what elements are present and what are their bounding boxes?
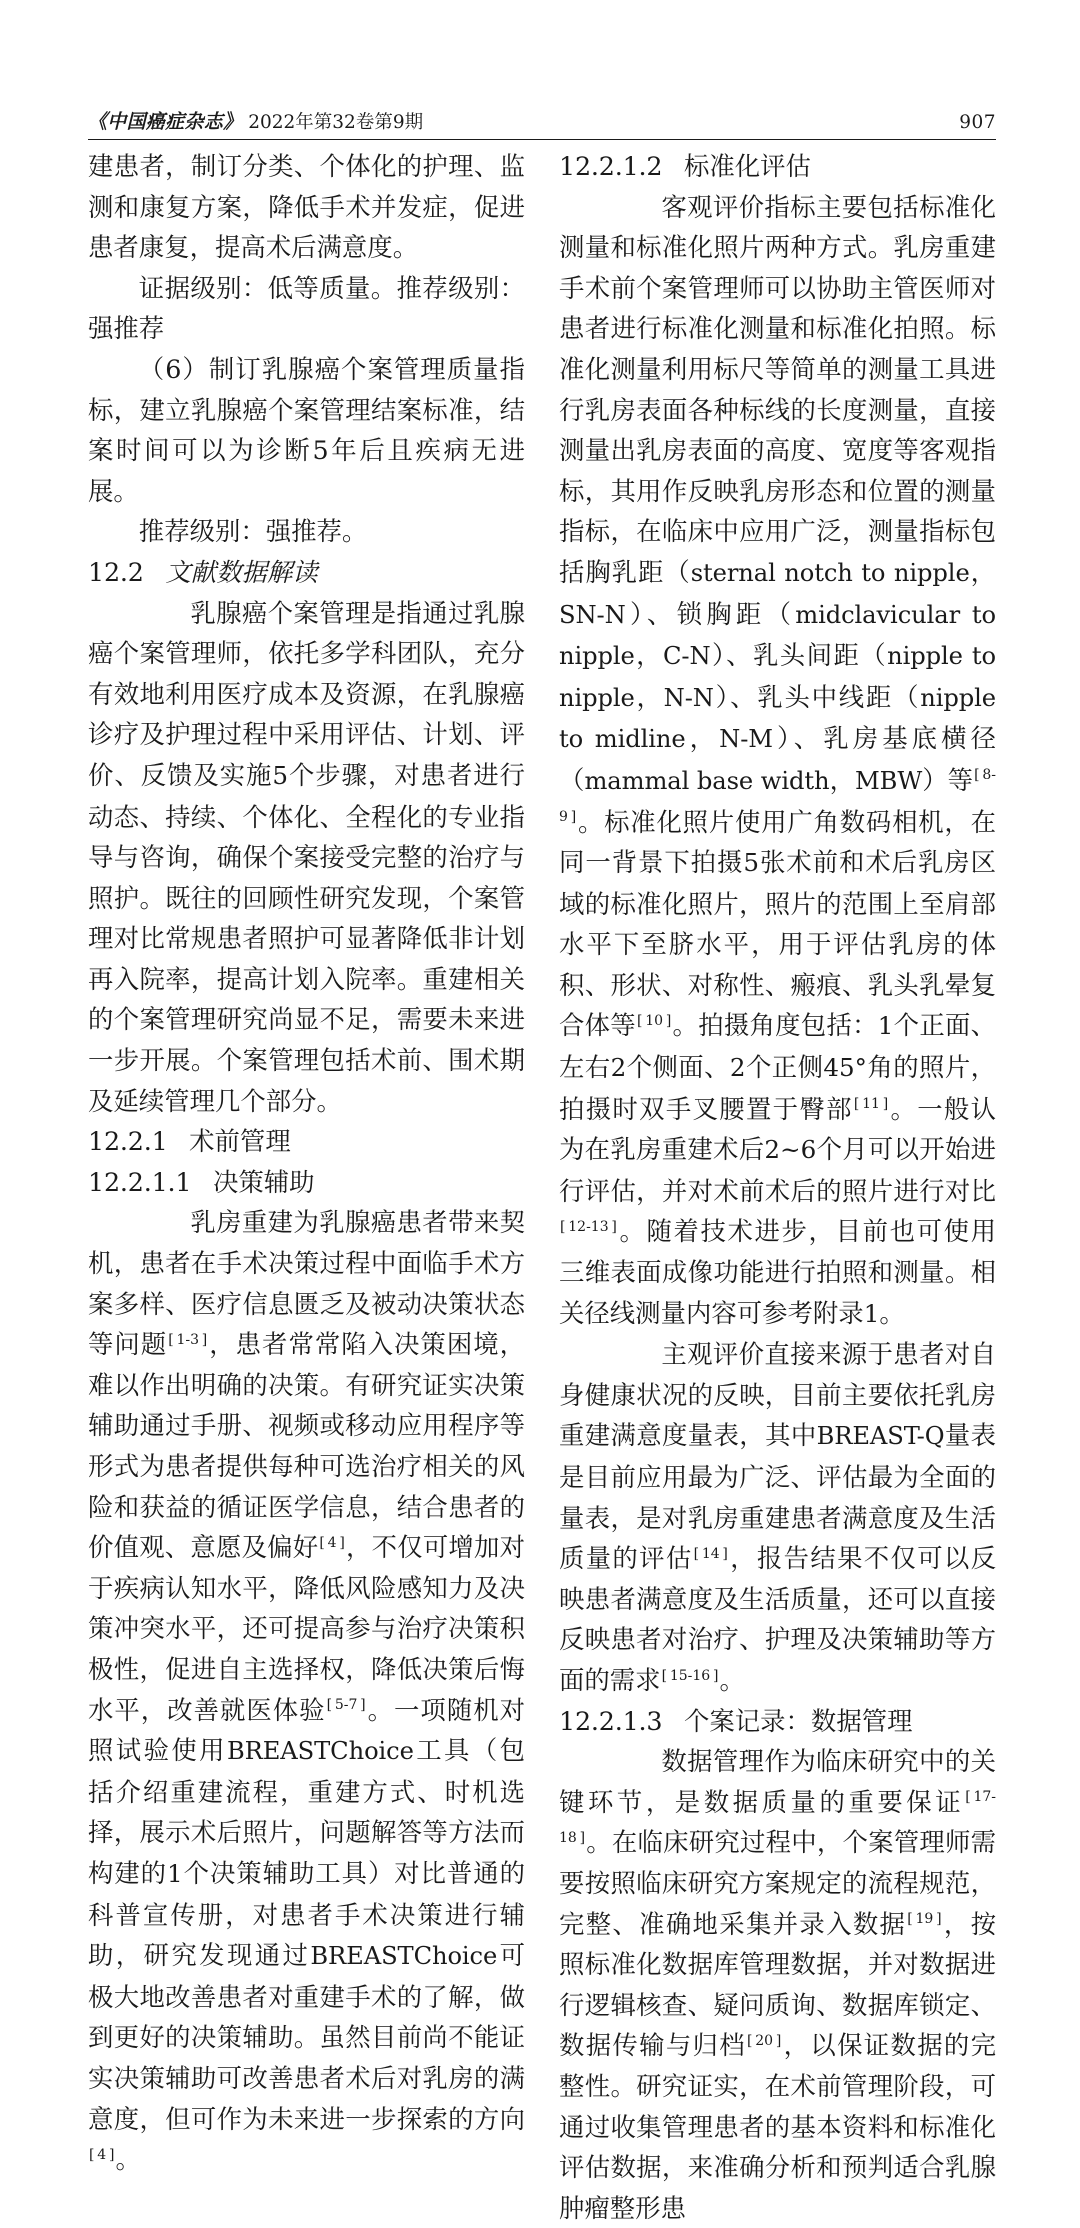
citation-ref: [ 12-13 ] <box>560 1218 617 1235</box>
section-heading-12-2-1-2 <box>559 146 996 187</box>
paragraph: （6）制订乳腺癌个案管理质量指标，建立乳腺癌个案管理结案标准，结案时间可以为诊断5年后且疾病无进展。 <box>88 353 525 506</box>
section-heading-12-2 <box>88 552 525 593</box>
paragraph: 建患者，制订分类、个体化的护理、监测和康复方案，降低手术并发症，促进患者康复，提高术后满意度。 <box>88 151 525 263</box>
section-heading-12-2-1-3 <box>559 1701 996 1742</box>
section-heading-12-2-1-1 <box>88 1162 525 1203</box>
citation-ref: [ 15-16 ] <box>661 1667 719 1684</box>
citation-ref: [ 8-9 ] <box>559 767 996 826</box>
paragraph: 推荐级别：强推荐。 <box>138 516 368 547</box>
running-head-left <box>88 106 423 134</box>
citation-ref: [ 17-18 ] <box>559 1789 996 1846</box>
citation-ref: [ 4 ] <box>319 1534 345 1551</box>
paragraph: 乳房重建为乳腺癌患者带来契机，患者在手术决策过程中面临手术方案多样、医疗信息匮乏及被动决策状态等问题[ 1-3 ]，患者常常陷入决策困境，难以作出明确的决策。有研究证实决策辅助通过手册、视频或移动应用程序等形式为患者提供每种可选治疗相关的风险和获益的循证医学信息，结合患者的价值观、意愿及偏好[ 4 ]，不仅可增加对于疾病认知水平，降低风险感知力及决策冲突水平，还可提高参与治疗决策积极性，促进自主选择权，降低决策后悔水平，改善就医体验[ 5-7 ]。一项随机对照试验使用BREASTChoice工具（包括介绍重建流程，重建方式、时机选择，展示术后照片，问题解答等方法而构建的1个决策辅助工具）对比普通的科普宣传册，对患者手术决策进行辅助，研究发现通过BREASTChoice可极大地改善患者对重建手术的了解，做到更好的决策辅助。虽然目前尚不能证实决策辅助可改善患者术后对乳房的满意度，但可作为未来进一步探索的方向[ 4 ]。 <box>88 1207 526 2175</box>
section-number: 12.2.1.2 <box>559 151 663 181</box>
journal-issue: 2022年第32卷第9期 <box>248 112 424 133</box>
citation-ref: [ 14 ] <box>693 1545 728 1562</box>
section-title: 文献数据解读 <box>165 556 318 587</box>
section-number: 12.2 <box>88 556 144 587</box>
citation-ref: [ 1-3 ] <box>168 1331 208 1348</box>
two-column-body <box>88 146 997 2223</box>
running-head <box>88 106 996 140</box>
section-heading-12-2-1 <box>88 1121 525 1162</box>
section-number: 12.2.1.1 <box>88 1166 192 1197</box>
section-title: 标准化评估 <box>683 151 811 181</box>
right-column <box>559 146 997 2223</box>
section-number: 12.2.1 <box>88 1126 168 1157</box>
citation-ref: [ 4 ] <box>89 2146 115 2163</box>
citation-ref: [ 11 ] <box>853 1096 889 1113</box>
paragraph: 数据管理作为临床研究中的关键环节，是数据质量的重要保证[ 17-18 ]。在临床研究过程中，个案管理师需要按照临床研究方案规定的流程规范，完整、准确地采集并录入数据[ 19 ]，按照标准化数据库管理数据，并对数据进行逻辑核查、疑问质询、数据库锁定、数据传输与归档[ 20 ]，以保证数据的完整性。研究证实，在术前管理阶段，可通过收集管理患者的基本资料和标准化评估数据，来准确分析和预判适合乳腺肿瘤整形患 <box>559 1746 997 2223</box>
paragraph: 主观评价直接来源于患者对自身健康状况的反映，目前主要依托乳房重建满意度量表，其中BREAST-Q量表是目前应用最为广泛、评估最为全面的量表，是对乳房重建患者满意度及生活质量的评估[ 14 ]，报告结果不仅可以反映患者满意度及生活质量，还可以直接反映患者对治疗、护理及决策辅助等方面的需求[ 15-16 ]。 <box>559 1339 997 1695</box>
paragraph: 证据级别：低等质量。推荐级别：强推荐 <box>88 272 525 344</box>
section-title: 术前管理 <box>189 1126 291 1157</box>
citation-ref: [ 19 ] <box>907 1911 942 1928</box>
page-number: 907 <box>959 112 996 133</box>
paragraph: 乳腺癌个案管理是指通过乳腺癌个案管理师，依托多学科团队，充分有效地利用医疗成本及资源，在乳腺癌诊疗及护理过程中采用评估、计划、评价、反馈及实施5个步骤，对患者进行动态、持续、个体化、全程化的专业指导与咨询，确保个案接受完整的治疗与照护。既往的回顾性研究发现，个案管理对比常规患者照护可显著降低非计划再入院率，提高计划入院率。重建相关的个案管理研究尚显不足，需要未来进一步开展。个案管理包括术前、围术期及延续管理几个部分。 <box>88 597 526 1116</box>
citation-ref: [ 5-7 ] <box>326 1697 366 1714</box>
citation-ref: [ 20 ] <box>746 2032 782 2049</box>
journal-title: 《中国癌症杂志》 <box>88 110 243 133</box>
section-number: 12.2.1.3 <box>559 1705 663 1736</box>
header-rule <box>88 139 996 140</box>
left-column <box>88 146 526 2175</box>
section-title: 决策辅助 <box>212 1166 315 1197</box>
section-title: 个案记录：数据管理 <box>683 1705 913 1736</box>
citation-ref: [ 10 ] <box>636 1013 672 1029</box>
paragraph: 客观评价指标主要包括标准化测量和标准化照片两种方式。乳房重建手术前个案管理师可以协助主管医师对患者进行标准化测量和标准化拍照。标准化测量利用标尺等简单的测量工具进行乳房表面各种标线的长度测量，直接测量出乳房表面的高度、宽度等客观指标，其用作反映乳房形态和位置的测量指标，在临床中应用广泛，测量指标包括胸乳距（sternal notch to nipple，SN-N）、锁胸距（midclavicular to nipple，C-N）、乳头间距（nipple to nipple，N-N）、乳头中线距（nipple to midline，N-M）、乳房基底横径（mammal base width，MBW）等[ 8-9 ]。标准化照片使用广角数码相机，在同一背景下拍摄5张术前和术后乳房区域的标准化照片，照片的范围上至肩部水平下至脐水平，用于评估乳房的体积、形状、对称性、瘢痕、乳头乳晕复合体等[ 10 ]。拍摄角度包括：1个正面、左右2个侧面、2个正侧45°角的照片，拍摄时双手叉腰置于臀部[ 11 ]。一般认为在乳房重建术后2~6个月可以开始进行评估，并对术前术后的照片进行对比[ 12-13 ]。随着技术进步，目前也可使用三维表面成像功能进行拍照和测量。相关径线测量内容可参考附录1。 <box>559 191 997 1328</box>
